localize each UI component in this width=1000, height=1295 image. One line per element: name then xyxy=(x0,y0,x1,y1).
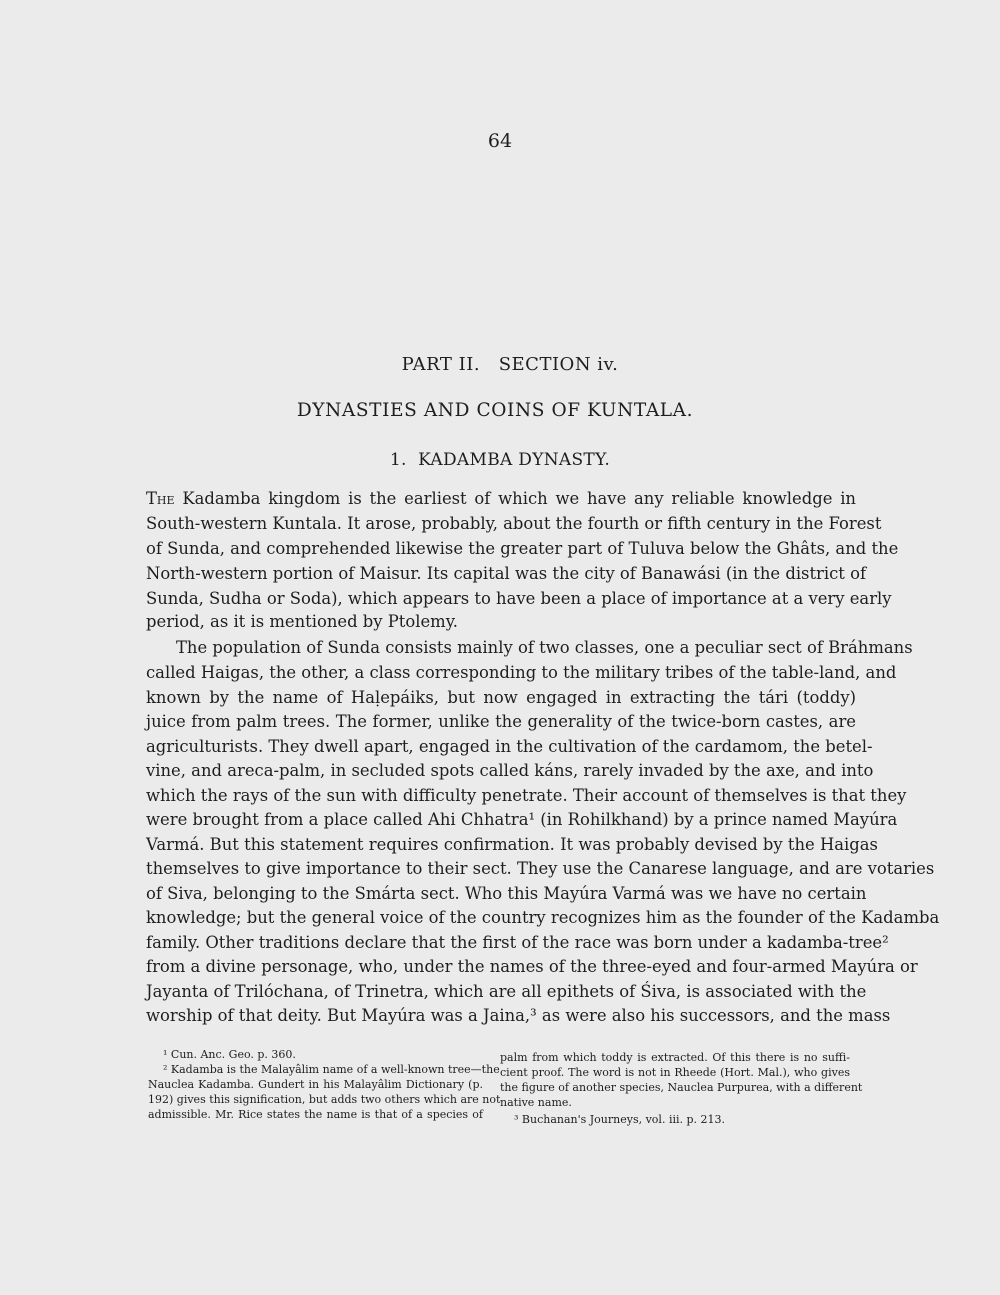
body-line: agriculturists. They dwell apart, engaged in the cultivation of the cardamom, the betel- xyxy=(146,737,873,756)
body-line: South-western Kuntala. It arose, probably, about the fourth or fifth century in the Forest xyxy=(146,514,882,533)
body-line: The population of Sunda consists mainly of two classes, one a peculiar sect of Bráhmans xyxy=(176,638,913,657)
body-line: juice from palm trees. The former, unlike the generality of the twice-born castes, are xyxy=(146,712,856,731)
body-line: themselves to give importance to their sect. They use the Canarese language, and are votaries xyxy=(146,859,935,878)
body-line: vine, and areca-palm, in secluded spots called káns, rarely invaded by the axe, and into xyxy=(146,761,874,780)
body-line: Sunda, Sudha or Soda), which appears to have been a place of importance at a very early xyxy=(146,589,892,608)
footnote-line: Nauclea Kadamba. Gundert in his Malayâlim Dictionary (p. xyxy=(148,1078,483,1091)
footnote-line: ¹ Cun. Anc. Geo. p. 360. xyxy=(163,1048,296,1061)
body-line: family. Other traditions declare that the first of the race was born under a kadamba-tree² xyxy=(146,933,889,952)
body-line: known by the name of Haḷepáiks, but now engaged in extracting the tári (toddy) xyxy=(146,688,856,707)
body-line: from a divine personage, who, under the names of the three-eyed and four-armed Mayúra or xyxy=(146,957,918,976)
footnote-line: admissible. Mr. Rice states the name is that of a species of xyxy=(148,1108,483,1121)
main-title: DYNASTIES AND COINS OF KUNTALA. xyxy=(296,400,694,421)
body-line: which the rays of the sun with difficulty penetrate. Their account of themselves is that they xyxy=(146,786,907,805)
page-number: 64 xyxy=(487,130,513,152)
part-heading: PART II. SECTION iv. xyxy=(401,354,619,375)
body-line: of Sunda, and comprehended likewise the greater part of Tuluva below the Ghâts, and the xyxy=(146,539,899,558)
footnote-line: ² Kadamba is the Malayâlim name of a well-known tree—the xyxy=(163,1063,500,1076)
body-line: worship of that deity. But Mayúra was a Jaina,³ as were also his successors, and the mass xyxy=(146,1006,891,1025)
footnote-line: cient proof. The word is not in Rheede (Hort. Mal.), who gives xyxy=(500,1066,850,1079)
body-line: The Kadamba kingdom is the earliest of which we have any reliable knowledge in xyxy=(146,489,856,508)
section-title: 1. KADAMBA DYNASTY. xyxy=(389,450,611,470)
body-line: Varmá. But this statement requires confirmation. It was probably devised by the Haigas xyxy=(146,835,878,854)
body-line: knowledge; but the general voice of the country recognizes him as the founder of the Kadamba xyxy=(146,908,940,927)
body-line: Jayanta of Trilóchana, of Trinetra, which are all epithets of Śiva, is associated with the xyxy=(146,982,867,1001)
footnote-line: ³ Buchanan's Journeys, vol. iii. p. 213. xyxy=(514,1113,726,1126)
drop-word: The xyxy=(146,489,175,508)
body-line: period, as it is mentioned by Ptolemy. xyxy=(146,612,459,631)
footnote-line: native name. xyxy=(500,1096,572,1109)
body-line: were brought from a place called Ahi Chhatra¹ (in Rohilkhand) by a prince named Mayúra xyxy=(146,810,898,829)
body-line: North-western portion of Maisur. Its capital was the city of Banawási (in the district of xyxy=(146,564,867,583)
footnote-line: 192) gives this signification, but adds two others which are not xyxy=(148,1093,501,1106)
footnote-line: palm from which toddy is extracted. Of this there is no suffi- xyxy=(500,1051,850,1064)
body-line: called Haigas, the other, a class corresponding to the military tribes of the table-land, and xyxy=(146,663,897,682)
body-line: of Siva, belonging to the Smárta sect. Who this Mayúra Varmá was we have no certain xyxy=(146,884,867,903)
footnote-line: the figure of another species, Nauclea Purpurea, with a different xyxy=(500,1081,863,1094)
